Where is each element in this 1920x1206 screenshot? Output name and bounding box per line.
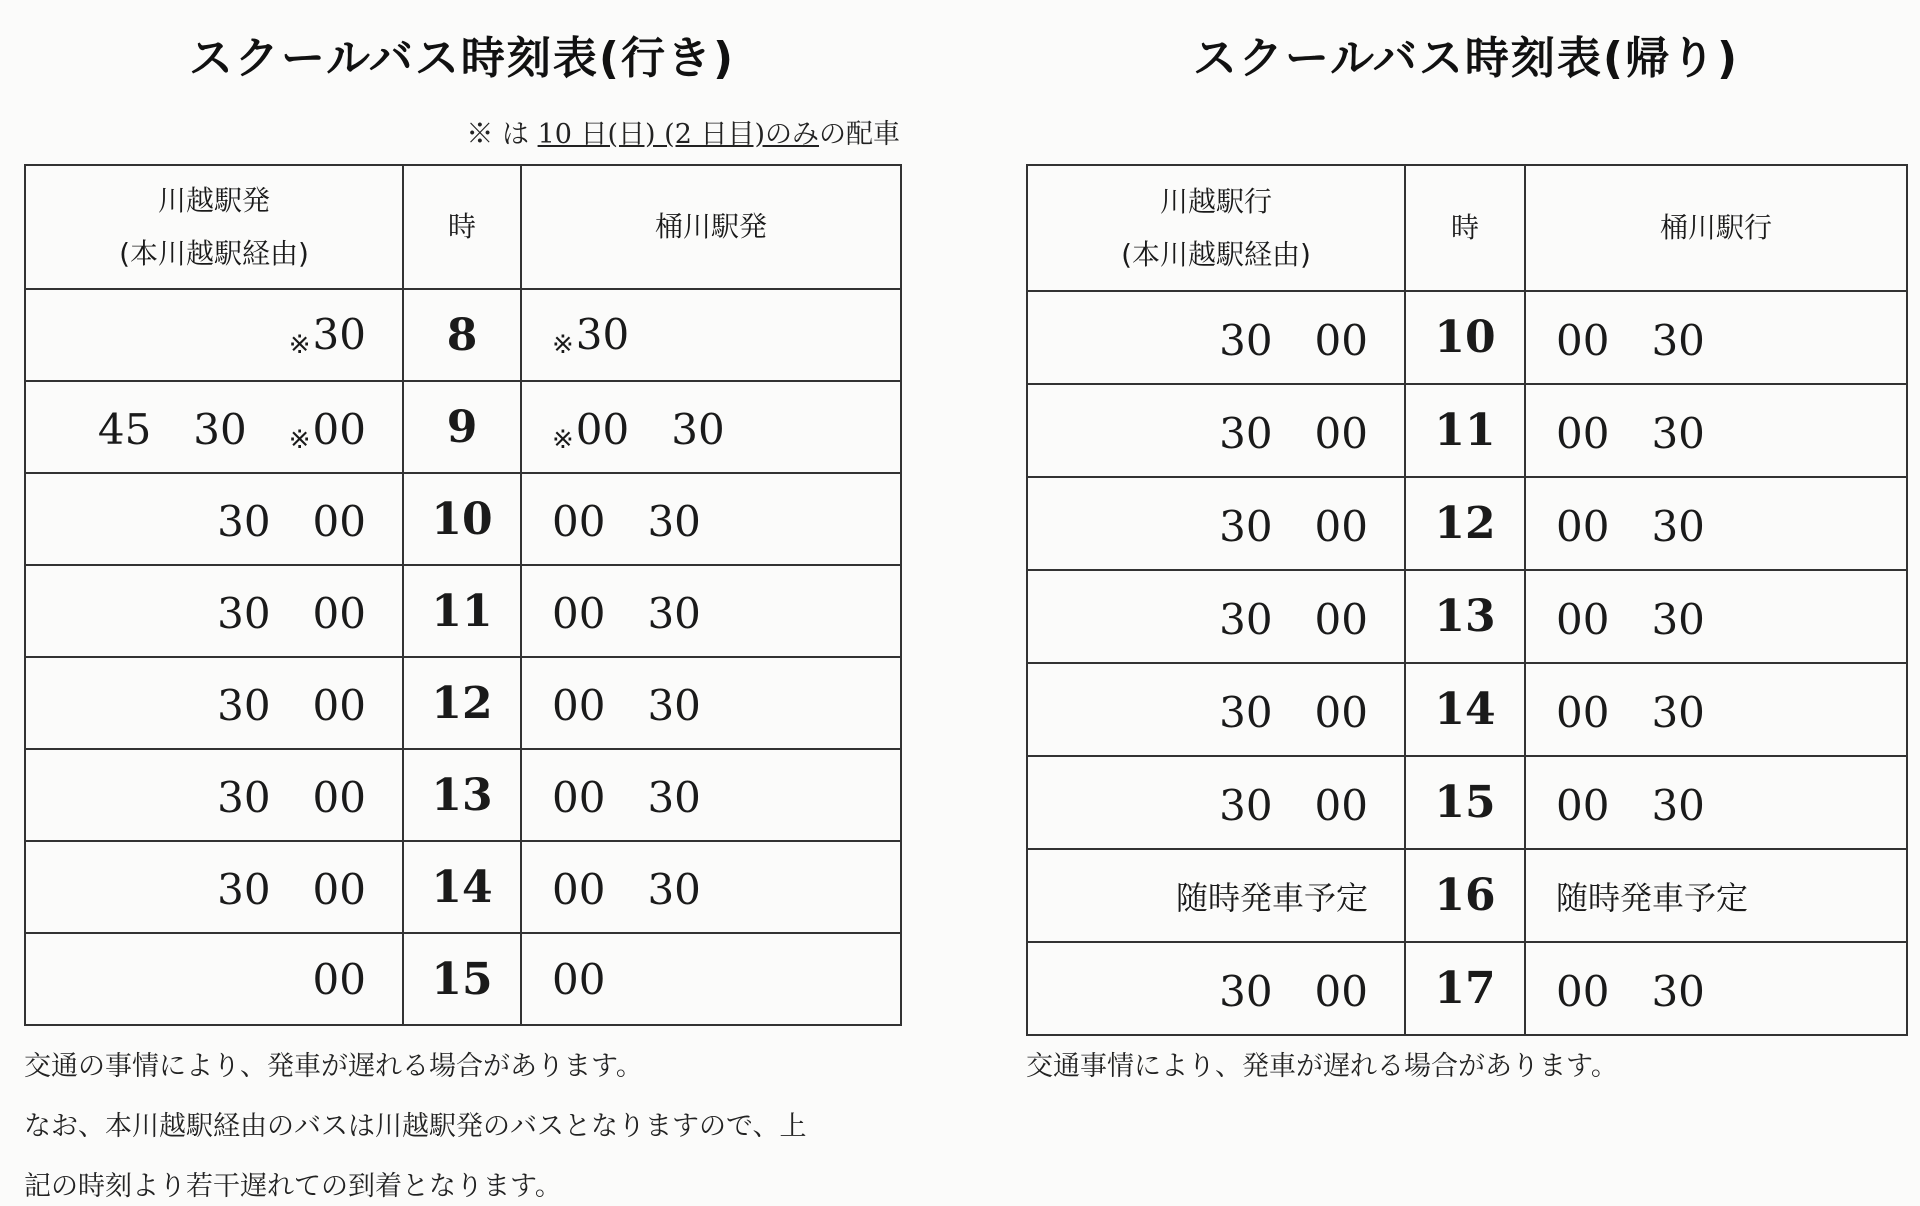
header-hour: 時 xyxy=(1405,165,1525,291)
header-row xyxy=(25,165,901,289)
left-departures: 30 00 xyxy=(1027,942,1405,1035)
right-departures: 00 30 xyxy=(521,657,901,749)
left-departures: 30 00 xyxy=(25,841,403,933)
hour-cell: 15 xyxy=(1405,756,1525,849)
hour-cell: 12 xyxy=(1405,477,1525,570)
timetable-row xyxy=(25,657,901,749)
outbound-footnote-3: 記の時刻より若干遅れての到着となります。 xyxy=(24,1171,562,1202)
right-departures: 00 30 xyxy=(1525,384,1907,477)
return-timetable xyxy=(1026,164,1908,1036)
return-title: スクールバス時刻表(帰り) xyxy=(1192,33,1740,84)
left-departures: 随時発車予定 xyxy=(1027,849,1405,942)
timetable-row xyxy=(1027,849,1907,942)
hour-cell: 13 xyxy=(403,749,521,841)
right-departures: 00 xyxy=(521,933,901,1025)
timetable-row xyxy=(1027,291,1907,384)
hour-cell: 13 xyxy=(1405,570,1525,663)
right-departures: ※30 xyxy=(521,289,901,381)
left-departures: ※30 xyxy=(25,289,403,381)
right-departures: 00 30 xyxy=(521,749,901,841)
left-departures: 30 00 xyxy=(25,657,403,749)
header-hour: 時 xyxy=(403,165,521,289)
outbound-timetable xyxy=(24,164,902,1026)
header-left xyxy=(1027,165,1405,291)
left-departures: 30 00 xyxy=(1027,477,1405,570)
right-departures: 00 30 xyxy=(521,473,901,565)
right-departures: 00 30 xyxy=(1525,942,1907,1035)
left-departures: 30 00 xyxy=(1027,756,1405,849)
right-departures: 00 30 xyxy=(1525,477,1907,570)
return-footnote-1: 交通事情により、発車が遅れる場合があります。 xyxy=(1026,1051,1618,1082)
header-left-line1: 川越駅行 xyxy=(1159,184,1272,218)
outbound-footnote-2: なお、本川越駅経由のバスは川越駅発のバスとなりますので、上 xyxy=(24,1111,807,1142)
note-prefix: ※ は xyxy=(466,119,538,150)
timetable-row xyxy=(25,289,901,381)
left-departures: 30 00 xyxy=(25,749,403,841)
right-departures: 00 30 xyxy=(1525,756,1907,849)
hour-cell: 14 xyxy=(1405,663,1525,756)
header-left-line2: (本川越駅経由) xyxy=(119,237,309,270)
timetable-row xyxy=(1027,663,1907,756)
header-right: 桶川駅発 xyxy=(521,165,901,289)
hour-cell: 9 xyxy=(403,381,521,473)
hour-cell: 10 xyxy=(403,473,521,565)
outbound-rows xyxy=(25,289,901,1025)
right-departures: ※00 30 xyxy=(521,381,901,473)
right-departures: 00 30 xyxy=(521,841,901,933)
left-departures: 30 00 xyxy=(25,473,403,565)
timetable-row xyxy=(1027,942,1907,1035)
left-departures: 30 00 xyxy=(1027,570,1405,663)
timetable-row xyxy=(25,473,901,565)
hour-cell: 15 xyxy=(403,933,521,1025)
left-departures: 00 xyxy=(25,933,403,1025)
hour-cell: 14 xyxy=(403,841,521,933)
special-run-mark: ※ xyxy=(552,425,574,455)
right-departures: 00 30 xyxy=(521,565,901,657)
timetable-row xyxy=(1027,477,1907,570)
timetable-row xyxy=(25,841,901,933)
left-departures: 30 00 xyxy=(1027,384,1405,477)
hour-cell: 10 xyxy=(1405,291,1525,384)
special-run-mark: ※ xyxy=(288,330,311,360)
special-run-mark: ※ xyxy=(552,330,574,360)
hour-cell: 11 xyxy=(1405,384,1525,477)
return-rows xyxy=(1027,291,1907,1035)
timetable-row xyxy=(1027,384,1907,477)
timetable-row xyxy=(25,749,901,841)
header-left-line1: 川越駅発 xyxy=(157,183,270,217)
hour-cell: 11 xyxy=(403,565,521,657)
outbound-special-note xyxy=(466,112,900,151)
hour-cell: 12 xyxy=(403,657,521,749)
timetable-row xyxy=(1027,756,1907,849)
header-left xyxy=(25,165,403,289)
hour-cell: 16 xyxy=(1405,849,1525,942)
left-departures: 30 00 xyxy=(1027,291,1405,384)
timetable-row xyxy=(25,381,901,473)
special-run-mark: ※ xyxy=(288,425,311,455)
left-departures: 30 00 xyxy=(1027,663,1405,756)
header-left-line2: (本川越駅経由) xyxy=(1121,238,1311,271)
header-right: 桶川駅行 xyxy=(1525,165,1907,291)
hour-cell: 17 xyxy=(1405,942,1525,1035)
right-departures: 随時発車予定 xyxy=(1525,849,1907,942)
hour-cell: 8 xyxy=(403,289,521,381)
left-departures: 30 00 xyxy=(25,565,403,657)
timetable-row xyxy=(1027,570,1907,663)
timetable-row xyxy=(25,933,901,1025)
note-date: 10 日(日) (2 日目)のみ xyxy=(537,119,819,150)
outbound-title: スクールバス時刻表(行き) xyxy=(188,33,736,84)
header-row xyxy=(1027,165,1907,291)
right-departures: 00 30 xyxy=(1525,291,1907,384)
timetable-row xyxy=(25,565,901,657)
left-departures: 45 30 ※00 xyxy=(25,381,403,473)
outbound-footnote-1: 交通の事情により、発車が遅れる場合があります。 xyxy=(24,1051,643,1082)
right-departures: 00 30 xyxy=(1525,663,1907,756)
right-departures: 00 30 xyxy=(1525,570,1907,663)
note-suffix: の配車 xyxy=(819,119,900,150)
